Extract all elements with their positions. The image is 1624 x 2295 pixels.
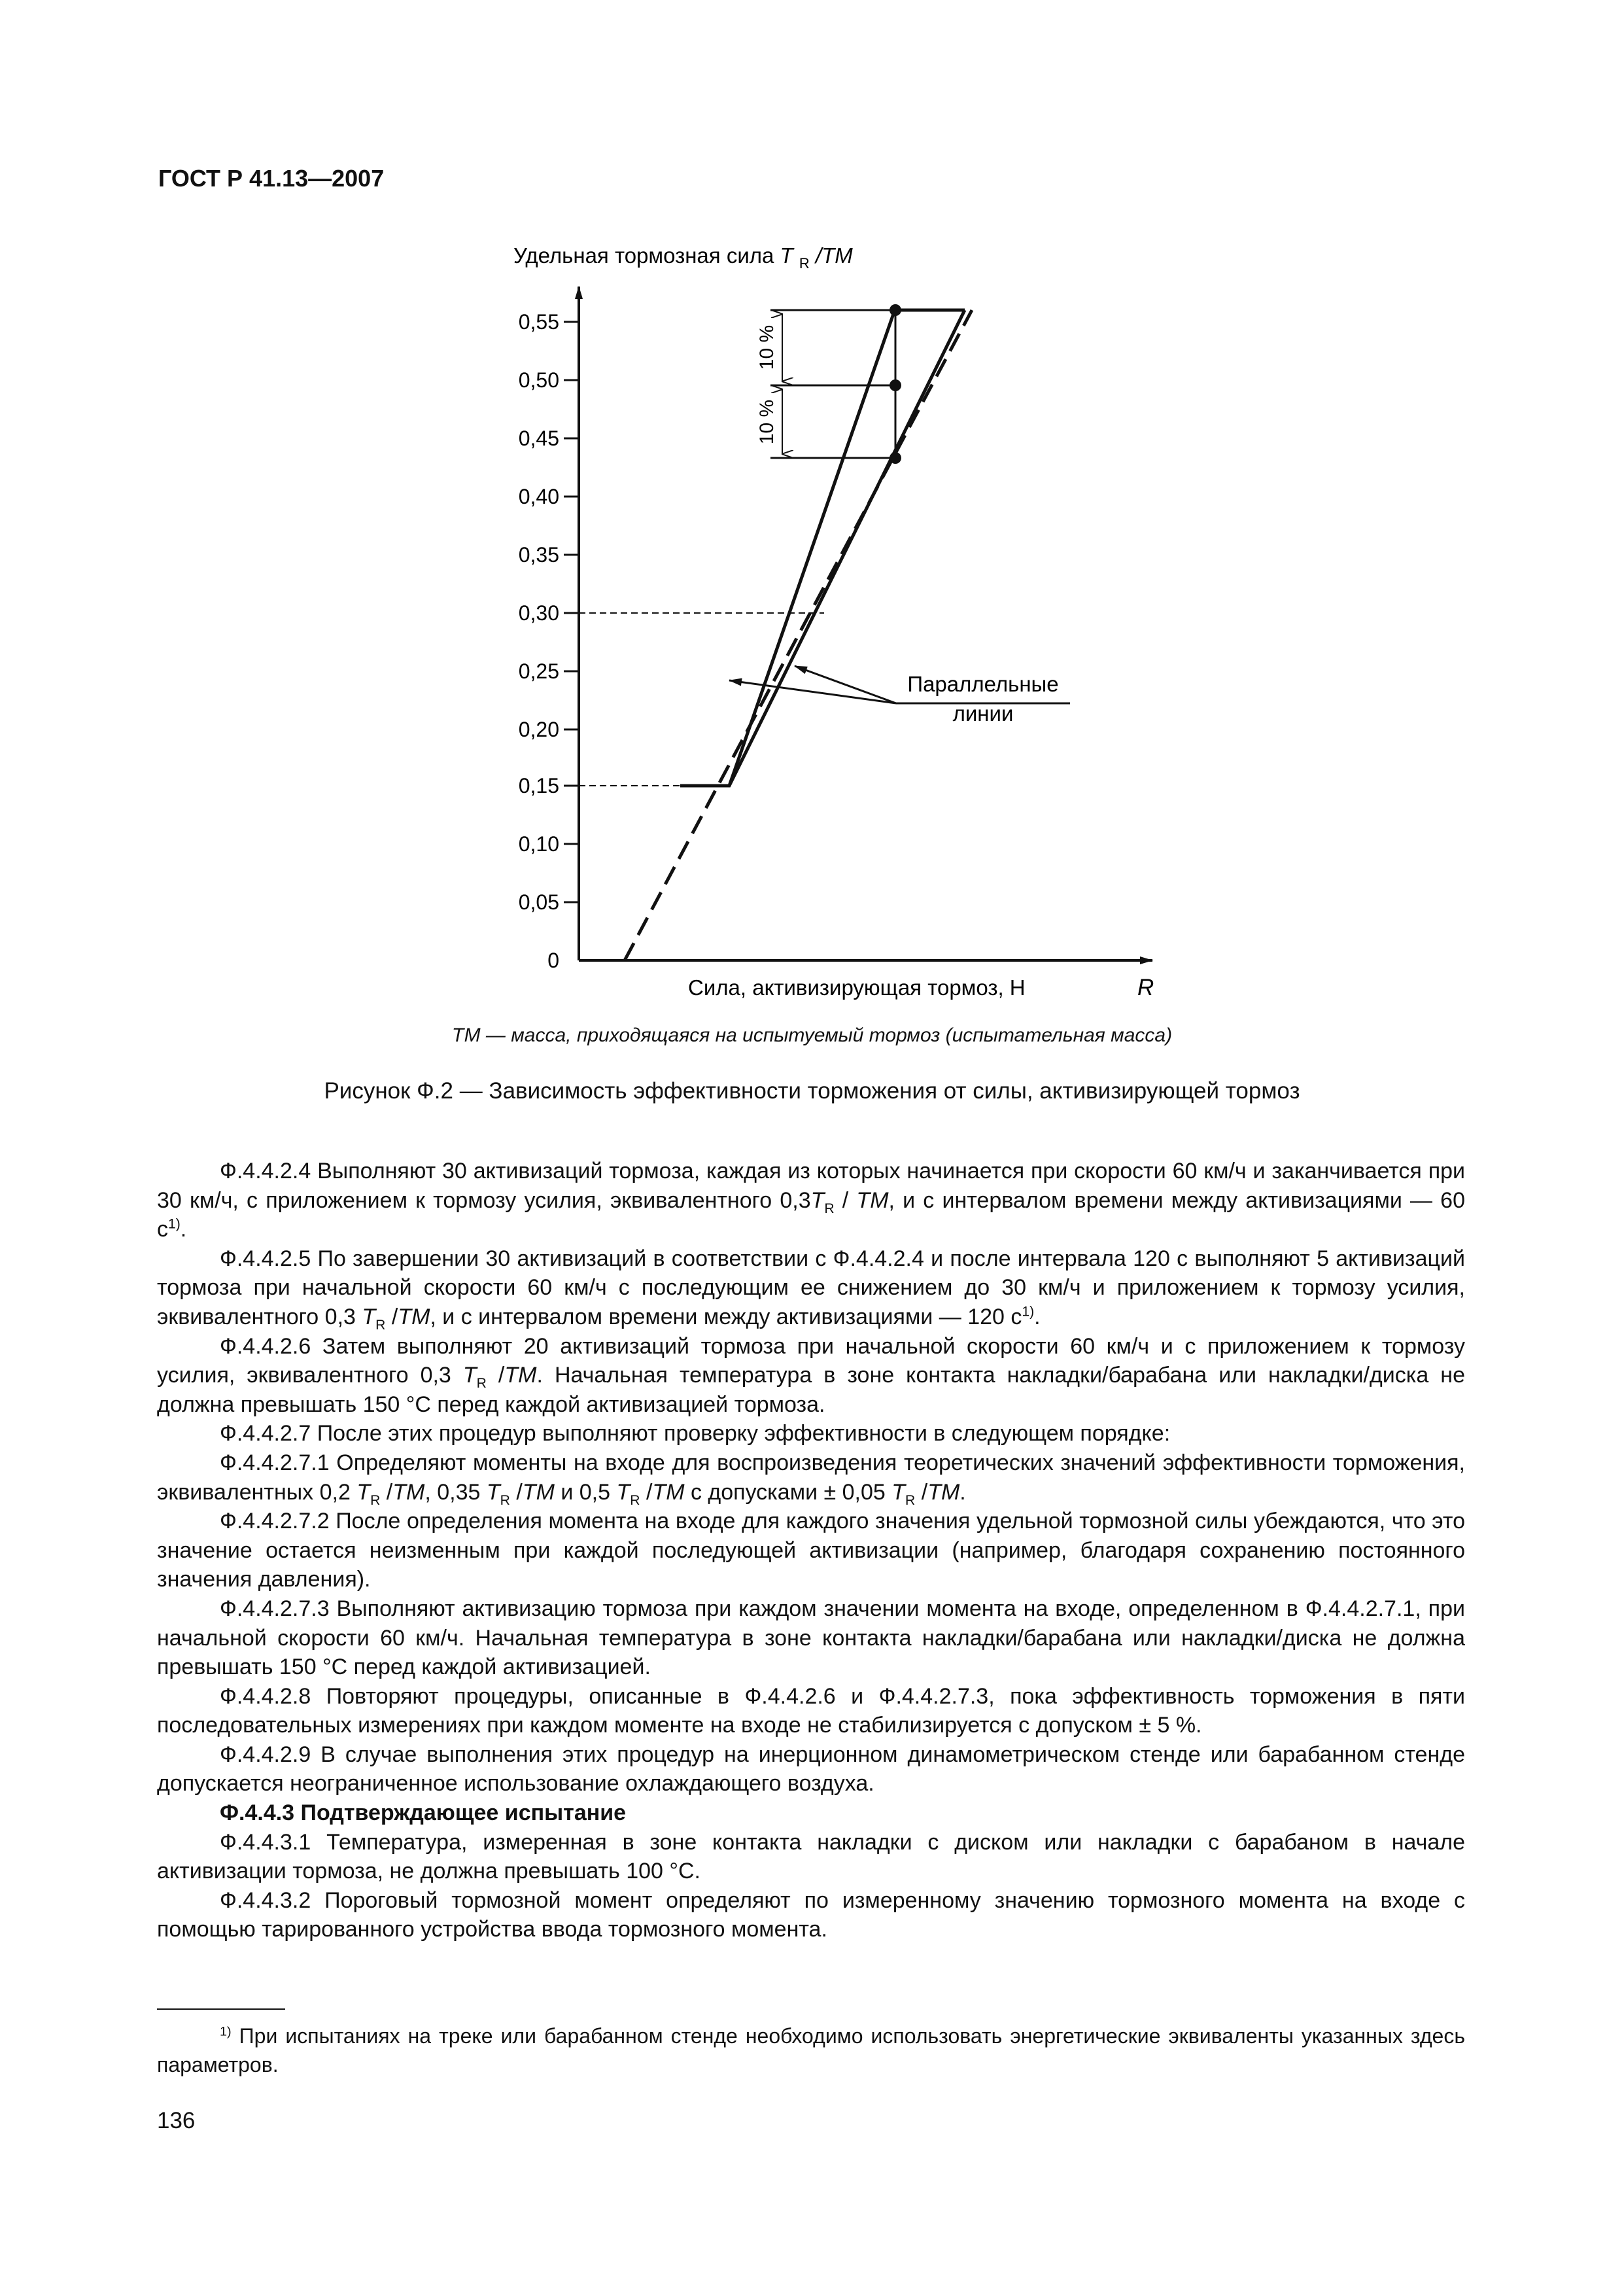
dim-label-upper: 10 % [756, 324, 778, 370]
paragraph-4-4-2-6: Ф.4.4.2.6 Затем выполняют 20 активизаций тормоза при начальной скорости 60 км/ч и с приложением к тормозу усилия, эквивалентного 0,3 $T_R$ /TM. Начальная температура в зоне контакта накладки/барабана или накладки/диска не должна превышать 150 °С перед каждой активизацией тормоза. [157, 1333, 1465, 1417]
paragraph-4-4-3-1: Ф.4.4.3.1 Температура, измеренная в зоне контакта накладки с диском или накладки с барабаном в начале активизации тормоза, не должна превышать 100 °С. [157, 1829, 1465, 1884]
nominal-dashed-line [625, 310, 972, 960]
y-tick-label: 0,10 [518, 832, 559, 856]
y-tick-label: 0,50 [518, 368, 559, 392]
y-tick-label: 0,25 [518, 659, 559, 683]
page-number: 136 [157, 2108, 196, 2133]
paragraph-4-4-2-7-2: Ф.4.4.2.7.2 После определения момента на входе для каждого значения удельной тормозной силы убеждаются, что это значение остается неизменным при каждой последующей активизации (например, благодаря сохранению постоянного значения давления). [157, 1509, 1465, 1592]
document-header: ГОСТ Р 41.13—2007 [158, 165, 385, 192]
braking-efficiency-figure [0, 0, 1624, 1021]
section-heading-4-4-3: Ф.4.4.3 Подтверждающее испытание [220, 1800, 627, 1826]
y-tick-label: 0 [547, 949, 559, 972]
figure-caption: Рисунок Ф.2 — Зависимость эффективности торможения от силы, активизирующей тормоз [324, 1078, 1300, 1104]
y-tick-label: 0,05 [518, 890, 559, 914]
paragraph-4-4-3-2: Ф.4.4.3.2 Пороговый тормозной момент определяют по измеренному значению тормозного момента на входе с помощью тарированного устройства ввода тормозного момента. [157, 1887, 1465, 1942]
x-axis-label: Сила, активизирующая тормоз, Н [688, 975, 1026, 1000]
footnote-text: При испытаниях на треке или барабанном стенде необходимо использовать энергетические эквиваленты указанных здесь параметров. [157, 2024, 1465, 2076]
y-tick-label: 0,15 [518, 774, 559, 797]
y-tick-label: 0,55 [518, 310, 559, 334]
y-tick-label: 0,45 [518, 427, 559, 450]
footnote-mark: 1) [220, 2024, 232, 2039]
x-axis-symbol: R [1137, 975, 1154, 1000]
paragraph-4-4-2-8: Ф.4.4.2.8 Повторяют процедуры, описанные в Ф.4.4.2.6 и Ф.4.4.2.7.3, пока эффективность торможения в пяти последовательных измерениях при каждом моменте на входе не стабилизируется с допуском ± 5 %. [157, 1683, 1465, 1738]
dim-label-lower: 10 % [756, 399, 778, 445]
paragraph-4-4-2-5: Ф.4.4.2.5 По завершении 30 активизаций в соответствии с Ф.4.4.2.4 и после интервала 120 с выполняют 5 активизаций тормоза при начальной скорости 60 км/ч с последующим ее снижением до 30 км/ч и приложением к тормозу усилия, эквивалентного 0,3 $T_R$ /TM, и с интервалом времени между активизациями — 120 $с^{1)}$. [157, 1246, 1465, 1333]
y-tick-label: 0,20 [518, 718, 559, 741]
footnote-divider [157, 2008, 285, 2010]
paragraph-4-4-2-9: Ф.4.4.2.9 В случае выполнения этих процедур на инерционном динамометрическом стенде или барабанном стенде допускается неограниченное использование охлаждающего воздуха. [157, 1742, 1465, 1796]
callout-label-line2: линии [952, 701, 1014, 726]
paragraph-4-4-2-7-3: Ф.4.4.2.7.3 Выполняют активизацию тормоза при каждом значении момента на входе, определенном в Ф.4.4.2.7.1, при начальной скорости 60 км/ч. Начальная температура в зоне контакта накладки/барабана или накладки/диска не должна превышать 150 °С перед каждой активизацией. [157, 1596, 1465, 1680]
y-ticks [564, 322, 579, 902]
y-tick-label: 0,30 [518, 601, 559, 625]
paragraph-4-4-2-7-1: Ф.4.4.2.7.1 Определяют моменты на входе для воспроизведения теоретических значений эффективности торможения, эквивалентных 0,2 $T_R$ /TM, 0,35 $T_R$ /TM и 0,5 $T_R$ /TM с допусками ± 0,05 $T_R$ /TM. [157, 1450, 1465, 1508]
y-tick-label: 0,35 [518, 543, 559, 567]
callout-arrow-right [795, 666, 896, 703]
paragraph-4-4-2-4: Ф.4.4.2.4 Выполняют 30 активизаций тормоза, каждая из которых начинается при скорости 60 км/ч и заканчивается при 30 км/ч, с приложением к тормозу усилия, эквивалентного $0,3T_R$ / TM, и с интервалом времени между активизациями — 60 $с^{1)}$. [157, 1159, 1465, 1242]
body-text [157, 1157, 1465, 1944]
figure-note: ТМ — масса, приходящаяся на испытуемый тормоз (испытательная масса) [451, 1025, 1173, 1046]
y-tick-labels [519, 310, 559, 972]
footnote [157, 2022, 1465, 2079]
y-tick-label: 0,40 [518, 485, 559, 508]
y-axis-label: Удельная тормозная сила T $_R$ /TM [513, 243, 853, 272]
tolerance-band-left [680, 310, 965, 786]
paragraph-4-4-2-7: Ф.4.4.2.7 После этих процедур выполняют проверку эффективности в следующем порядке: [220, 1421, 1171, 1446]
callout-label-line1: Параллельные [907, 672, 1059, 696]
callout-arrow-left [729, 680, 896, 703]
